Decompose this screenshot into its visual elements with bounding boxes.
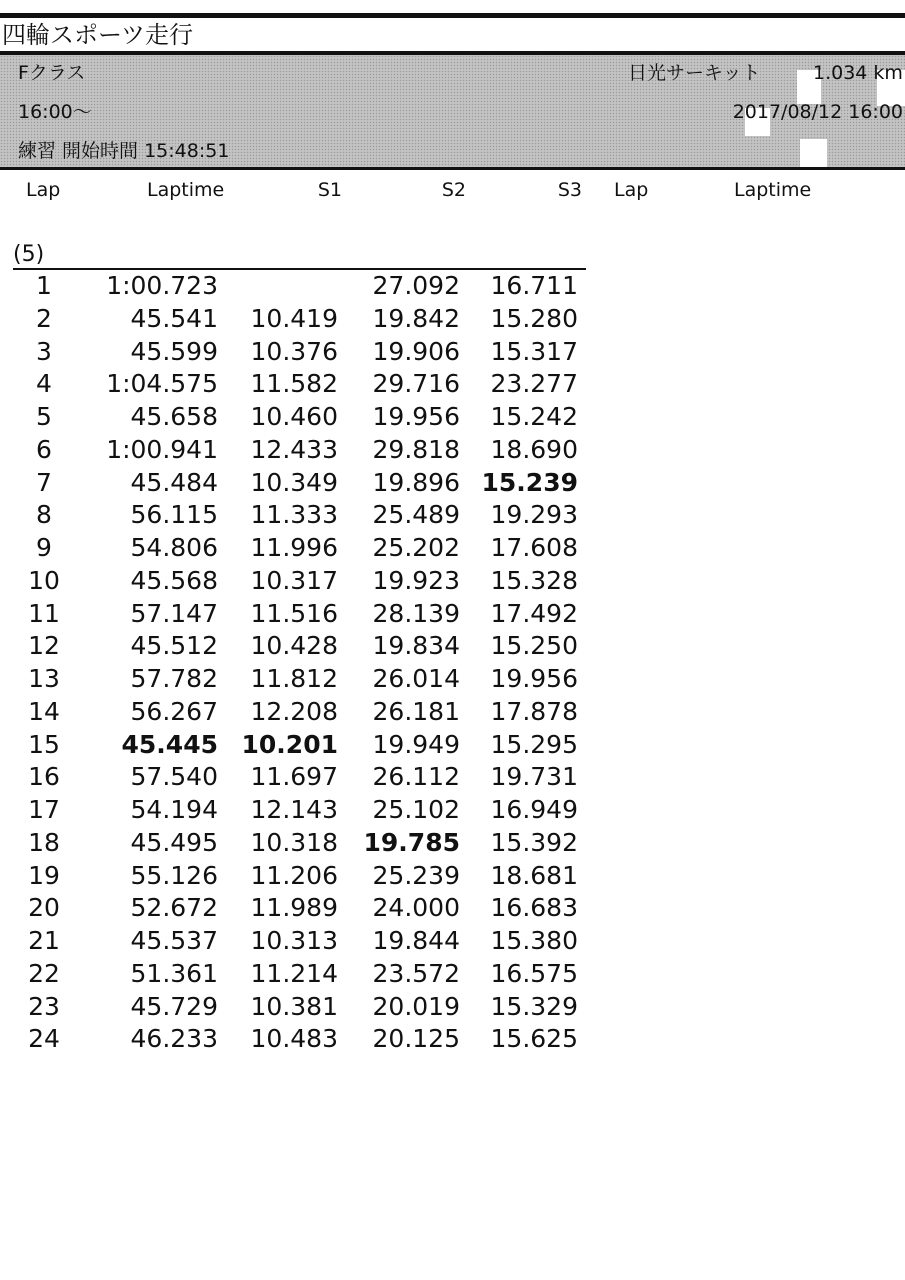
sector3-time: 15.317 (490, 336, 578, 366)
sector1-time: 10.483 (250, 1024, 338, 1054)
sector2-time: 20.125 (372, 1024, 460, 1054)
sector3-time: 16.949 (490, 795, 578, 824)
table-row (0, 336, 600, 368)
column-header-s1: S1 (317, 179, 342, 201)
sector1-time: 11.812 (250, 664, 338, 693)
column-header-s3: S3 (557, 179, 582, 201)
lap-number: 24 (28, 1024, 60, 1054)
sector1-time: 11.582 (250, 369, 338, 399)
sector3-time: 16.683 (490, 893, 578, 923)
lap-number: 11 (28, 598, 60, 628)
lap-time: 54.806 (130, 533, 218, 562)
lap-number: 22 (28, 958, 60, 988)
table-row (0, 860, 600, 892)
lap-time: 1:00.941 (106, 434, 218, 464)
sector2-time: 23.572 (372, 958, 460, 988)
lap-number: 21 (28, 926, 60, 955)
sector2-time: 19.834 (372, 631, 460, 661)
sector3-time: 15.380 (490, 926, 578, 955)
lap-number: 5 (36, 402, 52, 431)
lap-number: 1 (36, 271, 52, 300)
lap-number: 13 (28, 664, 60, 693)
sector2-time: 26.181 (372, 696, 460, 726)
table-row (0, 663, 600, 695)
sector3-time: 16.711 (490, 271, 578, 300)
sector2-time: 20.019 (372, 991, 460, 1021)
column-header-lap-second: Lap (614, 179, 649, 201)
sector1-time: 11.697 (250, 762, 338, 792)
lap-time: 45.658 (130, 402, 218, 431)
table-row (0, 892, 600, 924)
table-row (0, 630, 600, 662)
sector2-time: 25.202 (372, 533, 460, 562)
sector1-time: 10.376 (250, 336, 338, 366)
sector1-time: 10.419 (250, 303, 338, 333)
sector2-time: 19.956 (372, 402, 460, 431)
table-row (0, 270, 600, 302)
lap-time: 55.126 (130, 860, 218, 890)
sector2-time: 19.785 (363, 827, 460, 857)
sector1-time: 10.460 (250, 402, 338, 431)
lap-time: 57.540 (130, 762, 218, 792)
table-row (0, 1023, 600, 1055)
lap-time: 57.147 (130, 598, 218, 628)
table-row (0, 565, 600, 597)
lap-number: 12 (28, 631, 60, 661)
lap-time: 45.599 (130, 336, 218, 366)
lap-number: 8 (36, 500, 52, 530)
sector2-time: 29.818 (372, 434, 460, 464)
lap-number: 15 (28, 729, 60, 759)
lap-number: 23 (28, 991, 60, 1021)
table-row (0, 925, 600, 957)
column-header-laptime: Laptime (147, 179, 225, 201)
table-row (0, 794, 600, 826)
sector1-time: 11.996 (250, 533, 338, 562)
table-row (0, 958, 600, 990)
top-rule (0, 13, 905, 18)
sector1-time: 10.349 (250, 467, 338, 497)
sector3-time: 19.956 (490, 664, 578, 693)
sector1-time: 10.317 (250, 565, 338, 595)
sector2-time: 19.906 (372, 336, 460, 366)
class-name: Fクラス (18, 62, 86, 84)
lap-time: 51.361 (130, 958, 218, 988)
sector3-time: 15.239 (481, 467, 578, 497)
sector2-time: 19.844 (372, 926, 460, 955)
sector1-time: 10.313 (250, 926, 338, 955)
sector3-time: 15.329 (490, 991, 578, 1021)
lap-time: 45.484 (130, 467, 218, 497)
lap-number: 19 (28, 860, 60, 890)
sector3-time: 15.392 (490, 827, 578, 857)
lap-time: 45.512 (130, 631, 218, 661)
sector2-time: 29.716 (372, 369, 460, 399)
table-row (0, 401, 600, 433)
sector1-time: 12.208 (250, 696, 338, 726)
sector3-time: 17.878 (490, 696, 578, 726)
sector1-time: 10.428 (250, 631, 338, 661)
table-row (0, 598, 600, 630)
lap-number: 9 (36, 533, 52, 562)
sector2-time: 25.102 (372, 795, 460, 824)
lap-number: 4 (36, 369, 52, 399)
table-row (0, 303, 600, 335)
sector2-time: 24.000 (372, 893, 460, 923)
table-row (0, 499, 600, 531)
lap-time: 45.729 (130, 991, 218, 1021)
lap-time: 56.267 (130, 696, 218, 726)
lap-time: 1:04.575 (106, 369, 218, 399)
lap-time: 56.115 (130, 500, 218, 530)
sector3-time: 15.328 (490, 565, 578, 595)
sector2-time: 19.842 (372, 303, 460, 333)
sector1-time: 11.333 (250, 500, 338, 530)
sector2-time: 25.489 (372, 500, 460, 530)
sector2-time: 19.949 (372, 729, 460, 759)
lap-number: 2 (36, 303, 52, 333)
sector3-time: 17.492 (490, 598, 578, 628)
sector2-time: 26.014 (372, 664, 460, 693)
sector3-time: 19.293 (490, 500, 578, 530)
session-datetime: 2017/08/12 16:00 (732, 101, 903, 123)
sector1-time: 10.381 (250, 991, 338, 1021)
lap-time: 1:00.723 (106, 271, 218, 300)
sector3-time: 17.608 (490, 533, 578, 562)
lap-time: 57.782 (130, 664, 218, 693)
sector3-time: 15.250 (490, 631, 578, 661)
lap-time: 46.233 (130, 1024, 218, 1054)
lap-time: 45.568 (130, 565, 218, 595)
sector3-time: 23.277 (490, 369, 578, 399)
lap-time: 45.445 (121, 729, 218, 759)
sector1-time: 12.143 (250, 795, 338, 824)
lap-number: 17 (28, 795, 60, 824)
sector3-time: 16.575 (490, 958, 578, 988)
sector3-time: 18.681 (490, 860, 578, 890)
table-row (0, 368, 600, 400)
table-row (0, 729, 600, 761)
sector2-time: 25.239 (372, 860, 460, 890)
lap-number: 10 (28, 565, 60, 595)
scan-blank-patch (800, 139, 827, 167)
sector1-time: 10.201 (241, 729, 338, 759)
table-row (0, 991, 600, 1023)
column-header-lap: Lap (26, 179, 61, 201)
sector1-time: 11.989 (250, 893, 338, 923)
sector2-time: 19.896 (372, 467, 460, 497)
header-bottom-rule (0, 167, 905, 170)
sector1-time: 11.206 (250, 860, 338, 890)
document-title: 四輪スポーツ走行 (2, 21, 194, 49)
session-start-info: 練習 開始時間 15:48:51 (18, 140, 230, 162)
lap-number: 6 (36, 434, 52, 464)
sector3-time: 19.731 (490, 762, 578, 792)
sector2-time: 19.923 (372, 565, 460, 595)
sector1-time: 11.214 (250, 958, 338, 988)
sector1-time: 11.516 (250, 598, 338, 628)
sector2-time: 26.112 (372, 762, 460, 792)
table-row (0, 532, 600, 564)
lap-number: 18 (28, 827, 60, 857)
sector2-time: 28.139 (372, 598, 460, 628)
lap-time: 52.672 (130, 893, 218, 923)
lap-number: 3 (36, 336, 52, 366)
table-row (0, 434, 600, 466)
sector3-time: 15.295 (490, 729, 578, 759)
lap-time: 45.495 (130, 827, 218, 857)
sector3-time: 18.690 (490, 434, 578, 464)
lap-number: 14 (28, 696, 60, 726)
lap-time: 45.537 (130, 926, 218, 955)
table-row (0, 696, 600, 728)
sector1-time: 10.318 (250, 827, 338, 857)
sector1-time: 12.433 (250, 434, 338, 464)
sector3-time: 15.280 (490, 303, 578, 333)
driver-group-label: (5) (13, 242, 45, 267)
lap-number: 7 (36, 467, 52, 497)
column-header-laptime-second: Laptime (734, 179, 812, 201)
circuit-distance: 1.034 km (813, 62, 903, 84)
sector3-time: 15.242 (490, 402, 578, 431)
sector2-time: 27.092 (372, 271, 460, 300)
session-time: 16:00～ (18, 101, 92, 123)
sector3-time: 15.625 (490, 1024, 578, 1054)
lap-number: 16 (28, 762, 60, 792)
circuit-name: 日光サーキット (628, 62, 761, 84)
column-header-s2: S2 (441, 179, 466, 201)
table-row (0, 761, 600, 793)
lap-number: 20 (28, 893, 60, 923)
lap-time: 45.541 (130, 303, 218, 333)
table-row (0, 827, 600, 859)
table-row (0, 467, 600, 499)
lap-time: 54.194 (130, 795, 218, 824)
